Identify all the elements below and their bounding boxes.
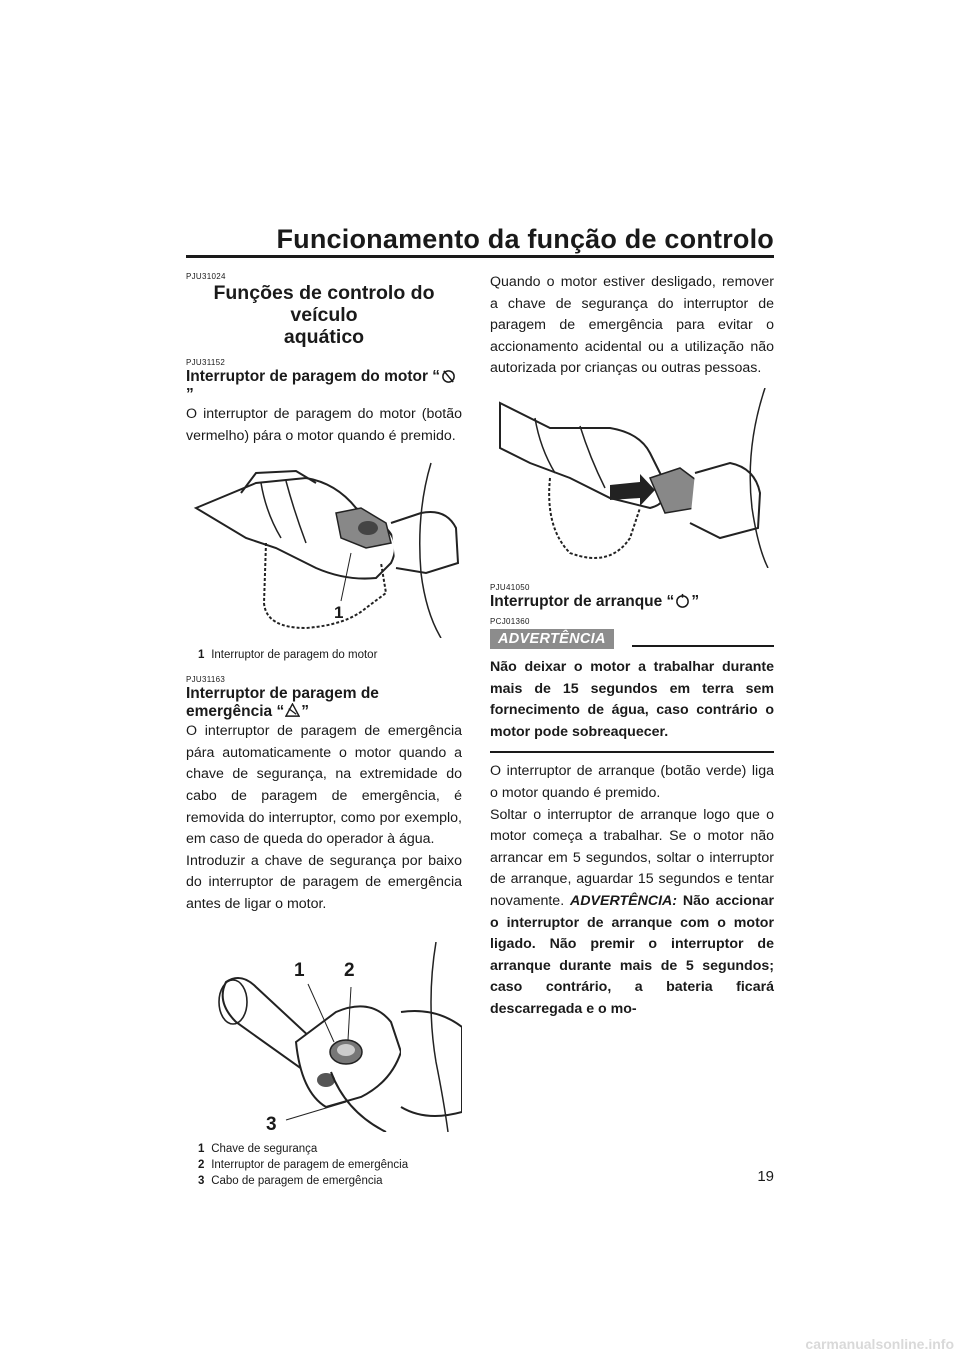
figure-remove-key bbox=[490, 388, 774, 573]
section-title-line1: Funções de controlo do veículo bbox=[213, 282, 435, 326]
engine-stop-icon bbox=[441, 368, 456, 383]
section-title-line2: aquático bbox=[283, 326, 365, 348]
left-column bbox=[186, 272, 462, 1189]
engine-start-icon bbox=[675, 593, 690, 608]
warning-badge: ADVERTÊNCIA bbox=[490, 629, 614, 649]
remove-key-text: Quando o motor estiver desligado, remover a chave de segurança do interruptor de paragem de emergência para evitar o accionamento acidental ou a utilização não autorizada por crianças ou outras pessoas. bbox=[490, 274, 774, 377]
emergency-switch-illustration bbox=[186, 942, 462, 1132]
figure-stop-captions bbox=[198, 647, 462, 663]
figure-emergency-switch bbox=[186, 942, 462, 1137]
stop-switch-illustration bbox=[186, 453, 462, 638]
warning-code: PCJ01360 bbox=[490, 616, 530, 626]
figure-callout-2: 2 bbox=[344, 959, 355, 981]
figure-callout-1: 1 bbox=[334, 603, 344, 623]
section-code: PJU31024 bbox=[186, 272, 226, 281]
caption-item: 1 Chave de segurança bbox=[198, 1142, 318, 1155]
right-column bbox=[490, 272, 774, 1020]
caption-item: 3 Cabo de paragem de emergência bbox=[198, 1174, 383, 1187]
warning-rule bbox=[632, 645, 774, 647]
emergency-switch-title: Interruptor de paragem de emergência “ ” bbox=[186, 685, 379, 721]
figure-emergency-captions bbox=[198, 1141, 462, 1189]
start-switch-title: Interruptor de arranque “ ” bbox=[490, 592, 700, 610]
start-code: PJU41050 bbox=[490, 582, 530, 592]
start-text-2: Soltar o interruptor de arranque logo que o motor começa a trabalhar. Se o motor não arrancar em 5 segundos, soltar o interruptor de arranque, aguardar 15 segundos e tentar novamente. ADVERTÊNCIA: Não accionar o interruptor de arranque com o motor ligado. Não premir o interruptor de arranque durante mais de 5 segundos; caso contrário, a bateria ficará descarregada e o mo- bbox=[490, 806, 774, 1017]
warning-text: Não deixar o motor a trabalhar durante mais de 15 segundos em terra sem fornecimento de água, caso contrário o motor pode sobreaquecer. bbox=[490, 657, 774, 753]
stop-switch-title: Interruptor de paragem do motor “” bbox=[186, 368, 462, 404]
figure-callout-1: 1 bbox=[294, 959, 305, 981]
emergency-code: PJU31163 bbox=[186, 675, 226, 685]
section-title bbox=[186, 282, 462, 348]
emergency-stop-icon bbox=[285, 703, 300, 718]
warning-header bbox=[490, 629, 774, 649]
page-title: Funcionamento da função de controlo bbox=[276, 224, 774, 254]
remove-key-illustration bbox=[490, 388, 774, 568]
start-text-1: O interruptor de arranque (botão verde) liga o motor quando é premido. bbox=[490, 763, 774, 801]
inline-warning-text: Não accionar o interruptor de arranque com o motor ligado. Não premir o interruptor de arranque durante mais de 5 segundos; caso contrário, a bateria ficará descarregada e o mo- bbox=[490, 892, 774, 1017]
figure-stop-switch bbox=[186, 453, 462, 643]
caption-item: 1 Interruptor de paragem do motor bbox=[198, 649, 378, 662]
title-rule bbox=[186, 255, 774, 258]
page-number: 19 bbox=[757, 1168, 774, 1185]
figure-callout-3: 3 bbox=[266, 1113, 277, 1135]
watermark: carmanualsonline.info bbox=[805, 1336, 954, 1352]
caption-item: 2 Interruptor de paragem de emergência bbox=[198, 1158, 409, 1171]
emergency-text-1: O interruptor de paragem de emergência pára automaticamente o motor quando a chave de segurança, na extremidade do cabo de paragem de emergência, é removida do interruptor, como por exemplo, em caso de queda do operador à água. bbox=[186, 723, 462, 848]
stop-switch-text: O interruptor de paragem do motor (botão vermelho) pára o motor quando é premido. bbox=[186, 406, 462, 444]
emergency-text-2: Introduzir a chave de segurança por baixo do interruptor de paragem de emergência antes de ligar o motor. bbox=[186, 852, 462, 912]
stop-code: PJU31152 bbox=[186, 358, 226, 367]
inline-warning-label: ADVERTÊNCIA: bbox=[570, 892, 677, 909]
